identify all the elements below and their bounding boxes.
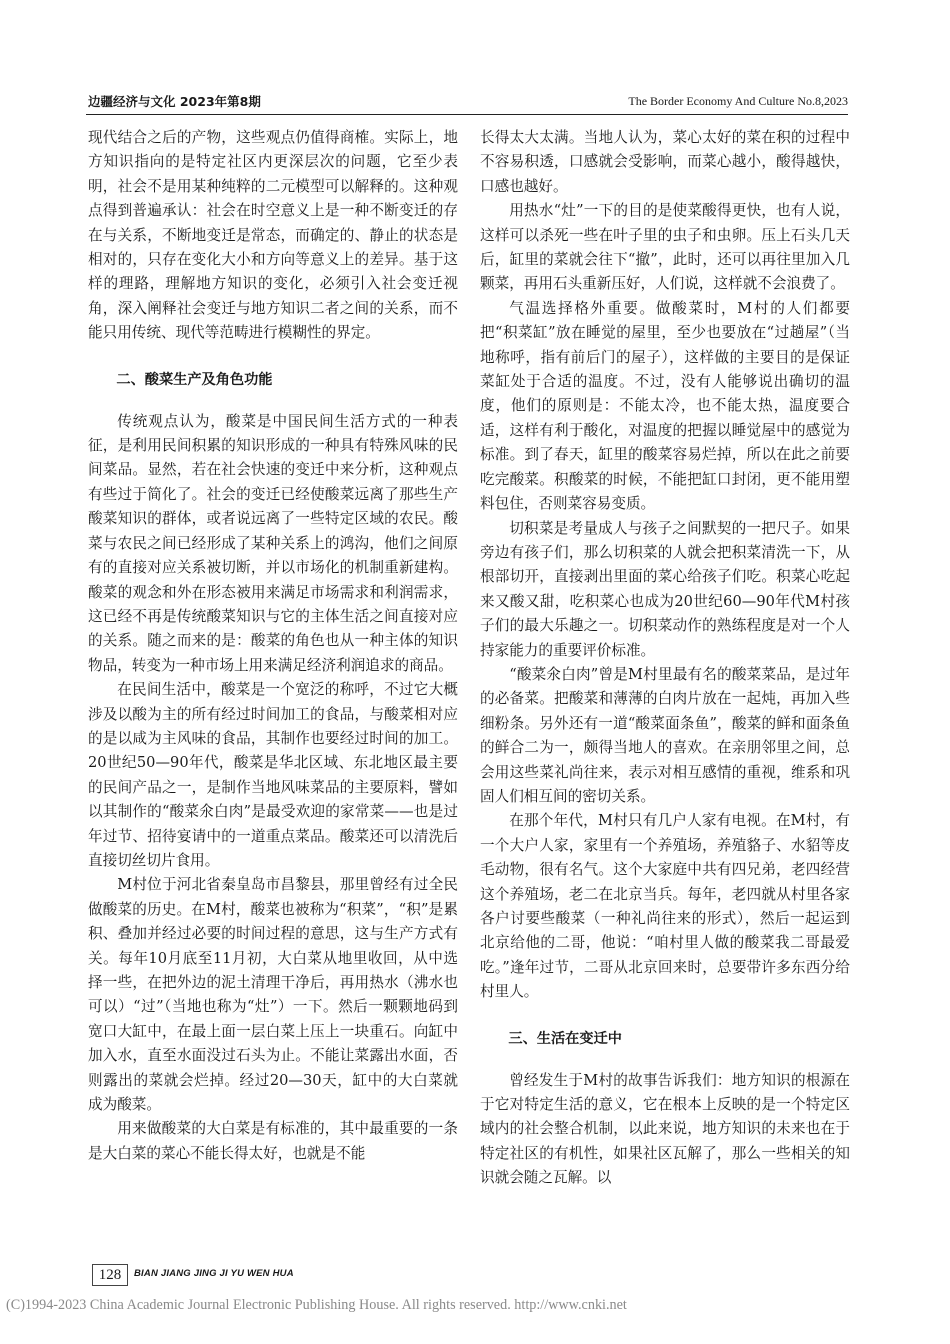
left-column	[88, 126, 458, 1166]
paragraph: 切积菜是考量成人与孩子之间默契的一把尺子。如果旁边有孩子们，那么切积菜的人就会把积菜清洗一下，从根部切开，直接剥出里面的菜心给孩子们吃。积菜心吃起来又酸又甜，吃积菜心也成为20世纪60—90年代M村孩子们的最大乐趣之一。切积菜动作的熟练程度是对一个人持家能力的重要评价标准。	[480, 519, 850, 659]
section-heading: 二、酸菜生产及角色功能	[116, 371, 273, 388]
paragraph: “酸菜氽白肉”曾是M村里最有名的酸菜菜品，是过年的必备菜。把酸菜和薄薄的白肉片放在一起炖，再加入些细粉条。另外还有一道“酸菜面条鱼”，酸菜的鲜和面条鱼的鲜合二为一，颇得当地人的喜欢。在亲朋邻里之间，总会用这些菜礼尚往来，表示对相互感情的重视，维系和巩固人们相互间的密切关系。	[480, 665, 850, 805]
paragraph: 在那个年代，M村只有几户人家有电视。在M村，有一个大户人家，家里有一个养殖场，养殖貉子、水貂等皮毛动物，很有名气。这个大家庭中共有四兄弟，老四经营这个养殖场，老二在北京当兵。每年，老四就从村里各家各户讨要些酸菜（一种礼尚往来的形式），然后一起运到北京给他的二哥，他说：“咱村里人做的酸菜我二哥最爱吃。”逢年过节，二哥从北京回来时，总要带许多东西分给村里人。	[480, 812, 850, 1001]
journal-header-title: 边疆经济与文化 2023年第8期	[88, 94, 261, 109]
paragraph: 用热水“灶”一下的目的是使菜酸得更快，也有人说，这样可以杀死一些在叶子里的虫子和虫卵。压上石头几天后，缸里的菜就会往下“撤”，此时，还可以再往里加入几颗菜，再用石头重新压好，人们说，这样就不会浪费了。	[480, 202, 850, 293]
paragraph: 在民间生活中，酸菜是一个宽泛的称呼，不过它大概涉及以酸为主的所有经过时间加工的食品，与酸菜相对应的是以咸为主风味的食品，其制作也要经过时间的加工。20世纪50—90年代，酸菜是华北区域、东北地区最主要的民间产品之一，是制作当地风味菜品的主要原料，譬如以其制作的“酸菜氽白肉”是最受欢迎的家常菜——也是过年过节、招待宴请中的一道重点菜品。酸菜还可以清洗后直接切丝切片食用。	[88, 681, 458, 869]
header-divider	[86, 114, 848, 115]
paragraph: 传统观点认为，酸菜是中国民间生活方式的一种表征，是利用民间积累的知识形成的一种具有特殊风味的民间菜品。显然，若在社会快速的变迁中来分析，这种观点有些过于简化了。社会的变迁已经使酸菜远离了那些生产酸菜知识的群体，或者说远离了一些特定区域的农民。酸菜与农民之间已经形成了某种关系上的鸿沟，他们之间原有的直接对应关系被切断，并以市场化的机制重新建构。酸菜的观念和外在形态被用来满足市场需求和利润需求，这已经不再是传统酸菜知识与它的主体生活之间直接对应的关系。随之而来的是：酸菜的角色也从一种主体的知识物品，转变为一种市场上用来满足经济利润追求的商品。	[88, 412, 458, 674]
page-number: 128	[92, 1264, 128, 1286]
section-heading: 三、生活在变迁中	[508, 1030, 622, 1047]
journal-pinyin-footer: BIAN JIANG JING JI YU WEN HUA	[134, 1268, 294, 1279]
right-column	[480, 126, 850, 1191]
paragraph: 用来做酸菜的大白菜是有标准的，其中最重要的一条是大白菜的菜心不能长得太好，也就是不能	[88, 1120, 458, 1162]
journal-header-english: The Border Economy And Culture No.8,2023	[628, 94, 848, 108]
paragraph: M村位于河北省秦皇岛市昌黎县，那里曾经有过全民做酸菜的历史。在M村，酸菜也被称为“积菜”，“积”是累积、叠加并经过必要的时间过程的意思，这与生产方式有关。每年10月底至11月初，大白菜从地里收回，从中选择一些，在把外边的泥土清理干净后，再用热水（沸水也可以）“过”（当地也称为“灶”）一下。然后一颗颗地码到宽口大缸中，在最上面一层白菜上压上一块重石。向缸中加入水，直至水面没过石头为止。不能让菜露出水面，否则露出的菜就会烂掉。经过20—30天，缸中的大白菜就成为酸菜。	[88, 876, 458, 1114]
paragraph: 曾经发生于M村的故事告诉我们：地方知识的根源在于它对特定生活的意义，它在根本上反映的是一个特定区域内的社会整合机制，以此来说，地方知识的未来也在于特定社区的有机性，如果社区瓦解了，那么一些相关的知识就会随之瓦解。以	[480, 1071, 850, 1187]
paragraph: 现代结合之后的产物，这些观点仍值得商榷。实际上，地方知识指向的是特定社区内更深层次的问题，它至少表明，社会不是用某种纯粹的二元模型可以解释的。这种观点得到普遍承认：社会在时空意义上是一种不断变迁的存在与关系，不断地变迁是常态，而确定的、静止的状态是相对的，只存在变化大小和方向等意义上的差异。基于这样的理路，理解地方知识的变化，必须引入社会变迁视角，深入阐释社会变迁与地方知识二者之间的关系，而不能只用传统、现代等范畴进行模糊性的界定。	[88, 129, 458, 342]
paragraph: 长得太大太满。当地人认为，菜心太好的菜在积的过程中不容易积透，口感就会受影响，而菜心越小，酸得越快，口感也越好。	[480, 129, 850, 195]
copyright-notice: (C)1994-2023 China Academic Journal Electronic Publishing House. All rights reserved. http://www.cnki.net	[6, 1297, 627, 1313]
paragraph: 气温选择格外重要。做酸菜时，M村的人们都要把“积菜缸”放在睡觉的屋里，至少也要放在“过趟屋”（当地称呼，指有前后门的屋子），这样做的主要目的是保证菜缸处于合适的温度。不过，没有人能够说出确切的温度，他们的原则是：不能太冷，也不能太热，温度要合适，这样有利于酸化，对温度的把握以睡觉屋中的感觉为标准。到了春天，缸里的酸菜容易烂掉，所以在此之前要吃完酸菜。积酸菜的时候，不能把缸口封闭，更不能用塑料包住，否则菜容易变质。	[480, 299, 850, 513]
